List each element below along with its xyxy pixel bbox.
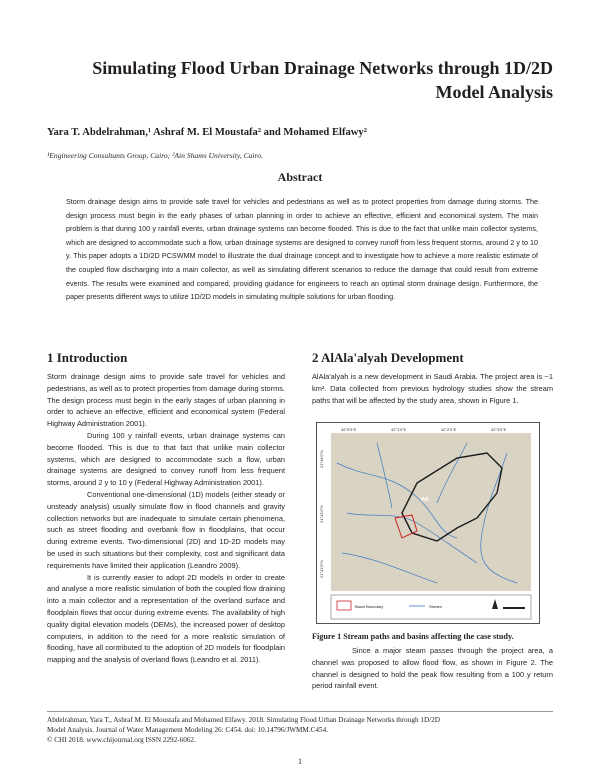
figure-1-caption: Figure 1 Stream paths and basins affecting the case study. — [312, 632, 514, 641]
title-line-2: Model Analysis — [435, 82, 553, 102]
legend-basin-label: Basin Boundary — [355, 604, 384, 609]
abstract-text: Storm drainage design aims to provide safe travel for vehicles and pedestrians as well as to protect properties from damage during storms. The design process must begin in the early phases of urban planning in order to achieve an effective, efficient and economical system. The main problem is that during 100 y rainfall events, urban drainage systems can become flooded. This is due to the fact that unlike main collector systems, which are designed to accommodate such a flow, urban drainage systems are designed to convey runoff from less frequent storms, around 2 y to 10 y. This paper adopts a 1D/2D PCSWMM model to illustrate the dual drainage concept and to investigate how to achieve a more realistic estimate of the coupled flow discharging into a main collector, as well as simulating different scenarios to reduce the damage that could result from extreme events. The results were examined and compared, providing guidance for engineers to reach an optimal storm drainage design. Furthermore, the paper presents different ways to utilize 1D/2D models in simulating multiple solutions for urban flooding. — [66, 197, 538, 302]
terrain-area — [331, 433, 531, 591]
section-1-paragraph-3: Conventional one-dimensional (1D) models (either steady or unsteady analysis) usually simulate flow in flood channels and gravity collection networks but are inadequate to simulate certain phenomena, such as street flooding and overbank flow in floodplains, that occur during extreme events. Two-dimensional (2D) and 1D-2D models may be used in such situations but their complexity, cost and significant data requirements have limited their application (Leandro 2009). — [47, 489, 285, 570]
citation-line-1: Abdelrahman, Yara T., Ashraf M. El Moustafa and Mohamed Elfawy. 2018. Simulating Flood Urban Drainage Networks through 1D/2D — [47, 716, 440, 724]
left-tick-2: 21°43'0"N — [319, 505, 324, 523]
citation-line-2: Model Analysis. Journal of Water Management Modeling 26: C454. doi: 10.14796/JWMM.C454. — [47, 726, 328, 735]
legend-stream-label: Stream — [429, 604, 442, 609]
section-1-heading: 1 Introduction — [47, 350, 128, 365]
paper-title — [53, 56, 553, 104]
section-1-body — [47, 371, 285, 666]
section-2-heading: 2 AlAla'alyah Development — [312, 350, 464, 365]
section-2-paragraph-1: AlAla'alyah is a new development in Saudi Arabia. The project area is ~1 km². Data collected from previous hydrology studies show the stream paths that will be affected by the study area, shown in Figure 1. — [312, 372, 553, 405]
citation-line-3: © CHI 2018. www.chijournal.org ISSN 2292-6062. — [47, 736, 196, 745]
section-2-body — [312, 371, 553, 406]
section-1-paragraph-4: It is currently easier to adopt 2D models in order to create and analyse a more realistic simulation of both the coupled flow draining into a main collector and a representation of the overland surface and floodplain flows that occur during extreme events. The availability of high quality digital elevation models (DEMs), the increased power of desktop computers, in addition to the need for a more realistic simulation of flooding, have all contributed to the adoption of 2D models for floodplain mapping and the analysis of overland flows (Leandro et al. 2011). — [47, 572, 285, 665]
title-line-1: Simulating Flood Urban Drainage Networks through 1D/2D — [92, 58, 553, 78]
map-wa-label: WA — [421, 497, 430, 503]
abstract-heading: Abstract — [277, 170, 323, 184]
section-1-paragraph-1: Storm drainage design aims to provide safe travel for vehicles and pedestrians, as well as to protect properties from damage during storms. The design process must begin in the early stages of urban planning in order to achieve an effective, efficient and economical system (Federal Highway Administration 2001). — [47, 372, 285, 429]
page-number: 1 — [298, 757, 302, 766]
top-tick-1: 42°0'0"E — [341, 427, 357, 432]
authors: Yara T. Abdelrahman,¹ Ashraf M. El Moustafa² and Mohamed Elfawy² — [47, 127, 367, 138]
footer-rule — [47, 711, 553, 712]
section-2-body-continued — [312, 645, 553, 692]
map-graphic — [317, 423, 539, 623]
scale-bar — [503, 607, 525, 609]
section-2-paragraph-2: Since a major steam passes through the project area, a channel was proposed to allow flood flow, as shown in Figure 2. The channel is designed to hold the peak flow resulting from a 100 y return period rainfall event. — [312, 646, 553, 691]
top-tick-3: 42°2'0"E — [441, 427, 457, 432]
citation-footer — [47, 715, 553, 746]
affiliations: ¹Engineering Consultants Group, Cairo; ²Ain Shams University, Cairo. — [47, 151, 263, 160]
left-tick-1: 21°44'0"N — [319, 450, 324, 468]
left-tick-3: 21°42'0"N — [319, 560, 324, 578]
section-1-paragraph-2: During 100 y rainfall events, urban drainage systems can become flooded. This is due to that fact that unlike main collector systems, which are designed to accommodate such a flow, urban drainage systems are designed to convey runoff from less frequent storms, around 2 y to 10 y (Federal Highway Administration 2001). — [47, 430, 285, 488]
figure-1-map — [316, 422, 540, 624]
top-tick-2: 42°1'0"E — [391, 427, 407, 432]
top-tick-4: 42°3'0"E — [491, 427, 507, 432]
